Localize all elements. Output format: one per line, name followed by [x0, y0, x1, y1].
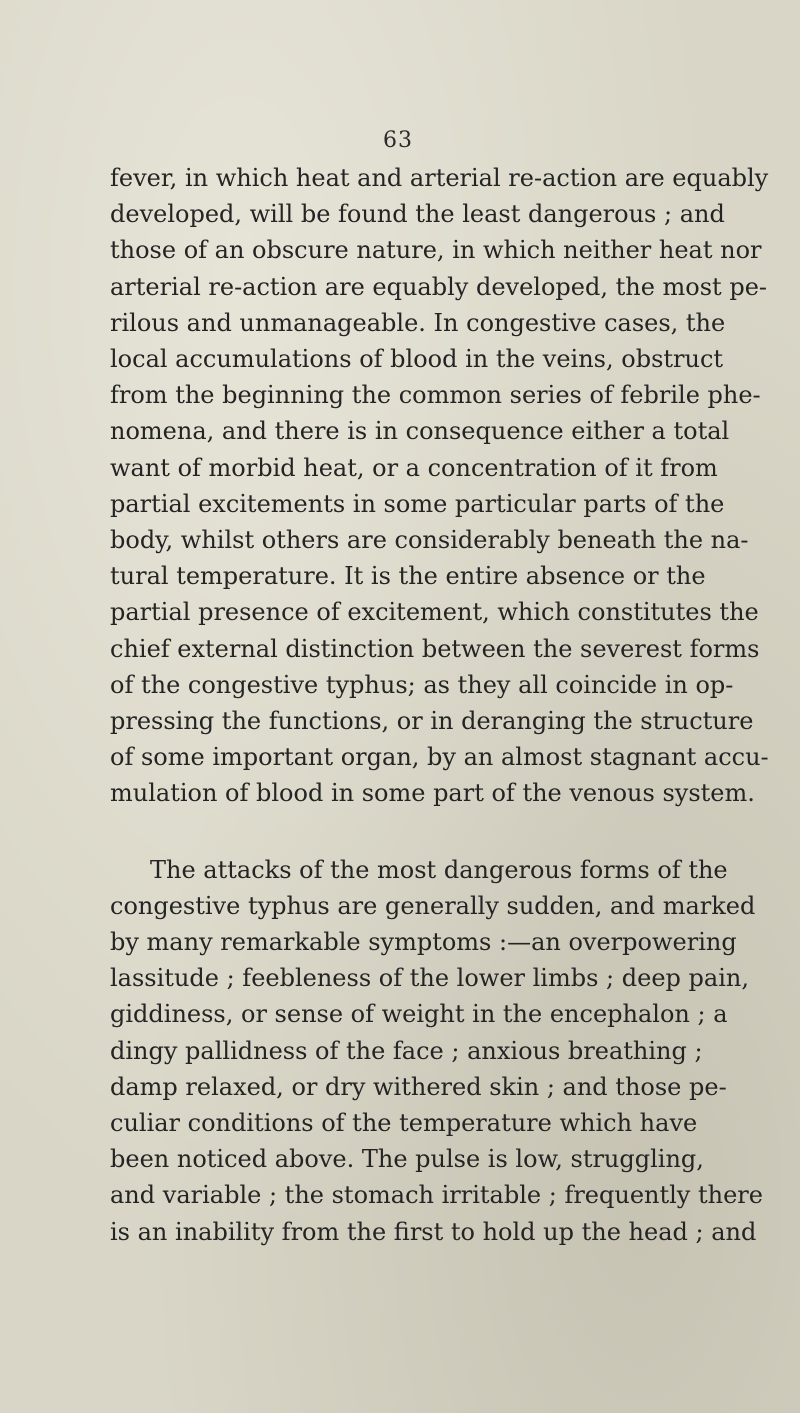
text-line: chief external distinction between the severest forms: [110, 634, 760, 663]
text-line: dingy pallidness of the face ; anxious breathing ;: [110, 1036, 703, 1065]
text-line: tural temperature. It is the entire absence or the: [110, 562, 706, 591]
body-text: [110, 160, 769, 1250]
text-line: is an inability from the first to hold up the head ; and: [110, 1217, 757, 1246]
text-line: nomena, and there is in consequence either a total: [110, 417, 730, 446]
text-line: been noticed above. The pulse is low, struggling,: [110, 1145, 704, 1174]
text-line: damp relaxed, or dry withered skin ; and those pe-: [110, 1072, 727, 1101]
text-line: mulation of blood in some part of the venous system.: [110, 779, 755, 808]
text-line: The attacks of the most dangerous forms of the: [150, 855, 728, 884]
text-line: those of an obscure nature, in which neither heat nor: [110, 236, 762, 265]
text-line: developed, will be found the least dangerous ; and: [110, 200, 725, 229]
text-line: pressing the functions, or in deranging the structure: [110, 707, 754, 736]
text-line: lassitude ; feebleness of the lower limbs ; deep pain,: [110, 964, 749, 993]
text-line: culiar conditions of the temperature which have: [110, 1109, 698, 1138]
text-line: arterial re-action are equably developed, the most pe-: [110, 272, 767, 301]
text-line: partial presence of excitement, which constitutes the: [110, 598, 759, 627]
text-line: and variable ; the stomach irritable ; frequently there: [110, 1181, 763, 1210]
text-line: rilous and unmanageable. In congestive cases, the: [110, 308, 726, 337]
text-line: from the beginning the common series of febrile phe-: [110, 381, 761, 410]
paragraph-1: [110, 160, 769, 812]
text-line: congestive typhus are generally sudden, and marked: [110, 891, 756, 920]
paragraph-2: [110, 852, 763, 1250]
text-line: of some important organ, by an almost stagnant accu-: [110, 743, 769, 772]
text-line: of the congestive typhus; as they all coincide in op-: [110, 670, 734, 699]
text-line: by many remarkable symptoms :—an overpowering: [110, 928, 737, 957]
text-line: fever, in which heat and arterial re-action are equably: [110, 164, 769, 192]
text-line: giddiness, or sense of weight in the encephalon ; a: [110, 1000, 728, 1029]
text-line: body, whilst others are considerably beneath the na-: [110, 526, 749, 555]
paragraph-gap: [110, 812, 690, 852]
page-number: 63: [383, 128, 413, 153]
text-line: want of morbid heat, or a concentration of it from: [110, 453, 718, 482]
text-line: partial excitements in some particular parts of the: [110, 489, 725, 518]
text-line: local accumulations of blood in the veins, obstruct: [110, 345, 724, 374]
